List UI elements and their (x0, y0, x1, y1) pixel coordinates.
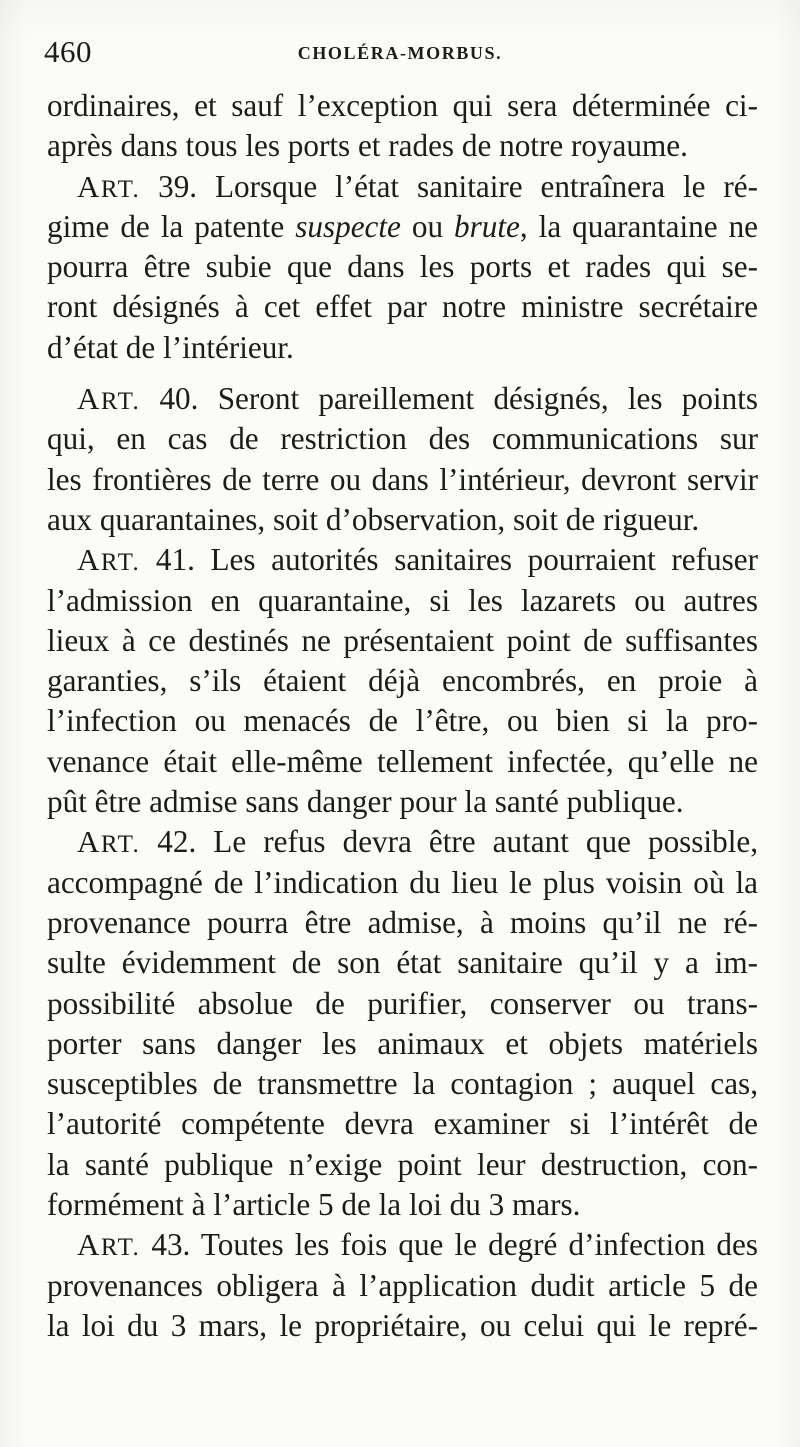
article-label: ART. (77, 542, 141, 578)
text-line: accompagné de l’indication du lieu le plus voisin où la (47, 864, 758, 900)
text-line: les frontières de terre ou dans l’intérieur, devront servir (47, 461, 758, 497)
article-label: ART. (77, 1227, 141, 1263)
text-line: la santé publique n’exige point leur destruction, con- (47, 1146, 758, 1182)
article-43-first-line: ART. 43. Toutes les fois que le degré d’infection des (77, 1227, 759, 1263)
text-line: pourra être subie que dans les ports et rades qui se- (47, 249, 758, 285)
text-line: l’admission en quarantaine, si les lazarets ou autres (47, 582, 758, 618)
text-line: l’infection ou menacés de l’être, ou bien si la pro- (47, 703, 758, 739)
text-line: après dans tous les ports et rades de notre royaume. (47, 128, 688, 164)
italic-term: suspecte (295, 208, 401, 244)
page-number: 460 (44, 34, 92, 69)
running-head (44, 32, 756, 76)
article-41-first-line: ART. 41. Les autorités sanitaires pourraient refuser (77, 542, 758, 578)
article-number: 39. (140, 168, 215, 204)
text-line: venance était elle-même tellement infectée, qu’elle ne (47, 743, 758, 779)
italic-term: brute (454, 208, 520, 244)
text-line: pût être admise sans danger pour la santé publique. (47, 784, 684, 820)
text-line: provenance pourra être admise, à moins qu’il ne ré- (47, 904, 758, 940)
article-number: 40. (140, 381, 218, 417)
article-label: ART. (77, 381, 141, 417)
text-line: susceptibles de transmettre la contagion ; auquel cas, (47, 1066, 758, 1102)
text-line: la loi du 3 mars, le propriétaire, ou celui qui le repré- (47, 1307, 758, 1343)
article-label: ART. (77, 824, 141, 860)
article-40-first-line: ART. 40. Seront pareillement désignés, les points (77, 381, 758, 417)
text-line: ront désignés à cet effet par notre ministre secrétaire (47, 289, 758, 325)
text-line: possibilité absolue de purifier, conserver ou trans- (47, 985, 758, 1021)
article-number: 43. (140, 1227, 201, 1263)
text-line: lieux à ce destinés ne présentaient point de suffisantes (47, 622, 758, 658)
running-head-title: CHOLÉRA-MORBUS. (297, 43, 503, 63)
article-number: 41. (140, 542, 211, 578)
text-line: qui, en cas de restriction des communications sur (47, 421, 758, 457)
article-42-first-line: ART. 42. Le refus devra être autant que possible, (77, 824, 758, 860)
article-number: 42. (140, 824, 214, 860)
body-text (47, 86, 758, 1346)
text-line: sulte évidemment de son état sanitaire qu’il y a im- (47, 945, 758, 981)
text-line: porter sans danger les animaux et objets matériels (47, 1025, 758, 1061)
text-line: l’autorité compétente devra examiner si l’intérêt de (47, 1106, 758, 1142)
article-39-first-line: ART. 39. Lorsque l’état sanitaire entraînera le ré- (77, 168, 759, 204)
article-label: ART. (77, 168, 141, 204)
text-line: ordinaires, et sauf l’exception qui sera déterminée ci- (47, 88, 758, 123)
text-line: formément à l’article 5 de la loi du 3 mars. (47, 1187, 581, 1223)
text-line: garanties, s’ils étaient déjà encombrés, en proie à (47, 663, 758, 699)
text-line: aux quarantaines, soit d’observation, soit de rigueur. (47, 501, 700, 537)
text-line: provenances obligera à l’application dudit article 5 de (47, 1267, 758, 1303)
text-line: gime de la patente suspecte ou brute, la quarantaine ne (47, 208, 759, 244)
text-line: d’état de l’intérieur. (47, 329, 294, 365)
